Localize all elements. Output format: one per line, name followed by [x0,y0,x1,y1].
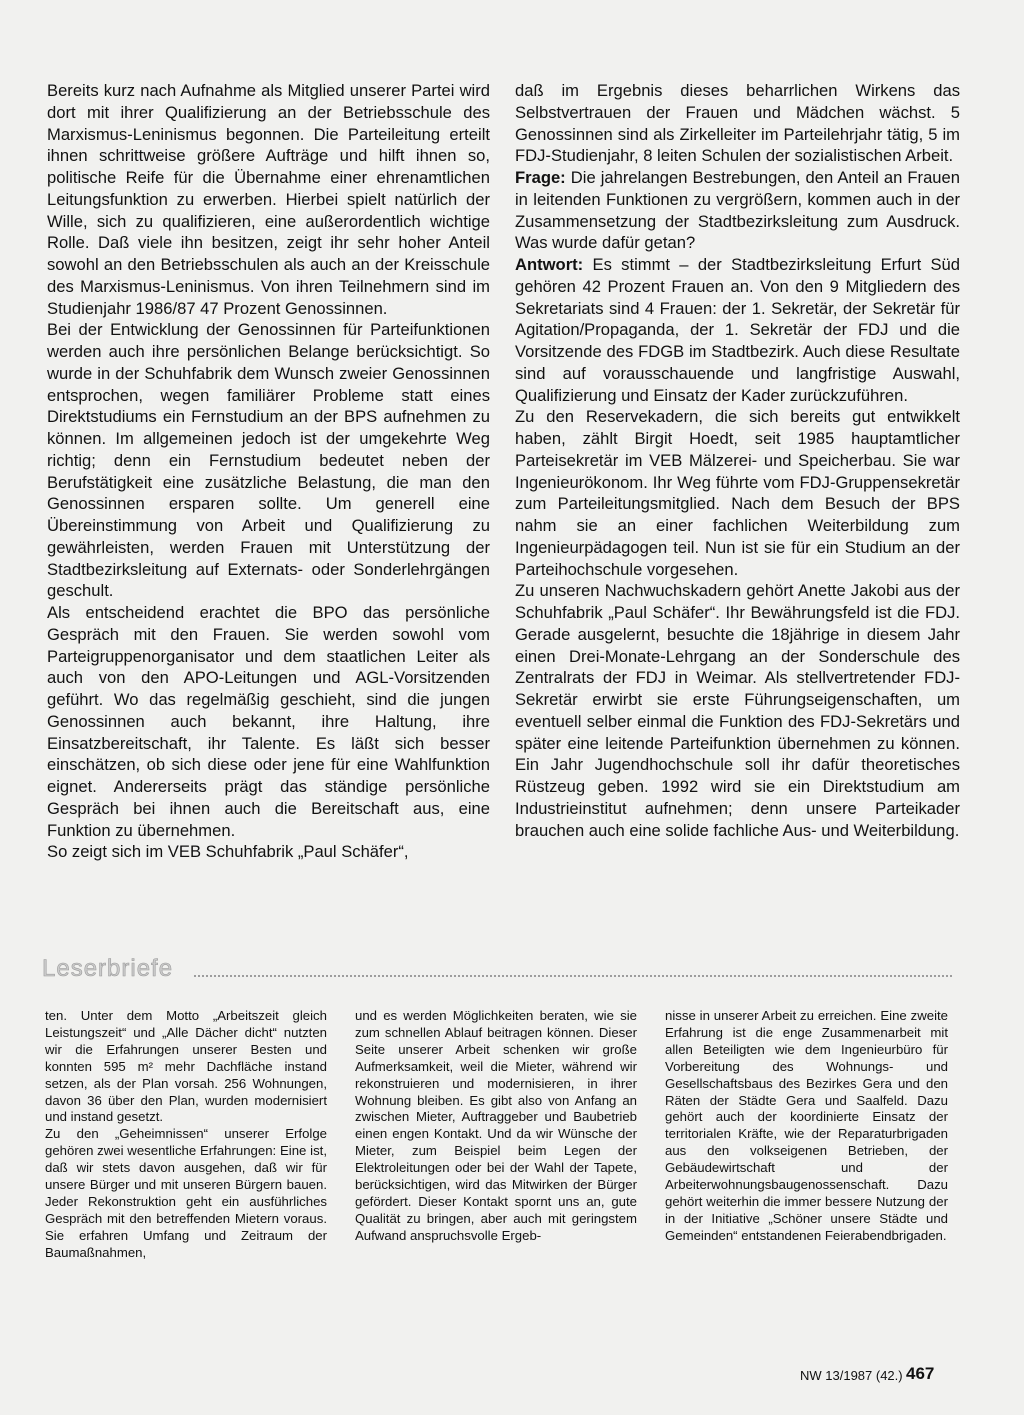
letters-column-1 [45,1008,327,1262]
question-text: Die jahrelangen Bestrebungen, den Anteil an Frauen in leitenden Funktionen zu vergrößern, kommen auch in der Zusammensetzung der Stadtbezirksleitung zum Ausdruck. Was wurde dafür getan? [515,168,960,253]
letter-paragraph: und es werden Möglichkeiten beraten, wie sie zum schnellen Ablauf beitragen können. Dieser Seite unserer Arbeit schenken wir große Aufmerksamkeit, weil die Mieter, während wir rekonstruieren und modernisieren, in ihrer Wohnung bleiben. Es gibt also von Anfang an zwischen Mieter, Auftraggeber und Baubetrieb einen engen Kontakt. Und da wir Wünsche der Mieter, zum Beispiel beim Legen der Elektroleitungen oder bei der Wahl der Tapete, berücksichtigen, wird das Mitwirken der Bürger gefördert. Dieser Kontakt spornt uns an, gute Qualität zu bringen, aber auch mit geringstem Aufwand anspruchsvolle Ergeb- [355,1008,637,1243]
question-label: Frage: [515,168,566,187]
issue-reference: NW 13/1987 (42.) [800,1368,903,1383]
article-left-column [47,80,490,863]
answer-text: Es stimmt – der Stadtbezirksleitung Erfurt Süd gehören 42 Prozent Frauen an. Von den 9 Mitgliedern des Sekretariats sind 4 Frauen: der 1. Sekretär, der Sekretär für Agitation/Propaganda, der 1. Sekretär der FDJ und die Vorsitzende des FDGB im Stadtbezirk. Auch diese Resultate sind auf vorausschauende und langfristige Auswahl, Qualifizierung und Einsatz der Kader zurückzuführen. [515,255,960,405]
article-paragraph: daß im Ergebnis dieses beharrlichen Wirkens das Selbstvertrauen der Frauen und Mädchen wächst. 5 Genossinnen sind als Zirkelleiter im Parteilehrjahr tätig, 5 im FDJ-Studienjahr, 8 leiten Schulen der sozialistischen Arbeit. [515,81,960,166]
letters-section-header [42,955,952,987]
interview-answer [515,254,960,406]
page-number: 467 [906,1364,935,1383]
interview-question [515,167,960,254]
letter-paragraph: Zu den „Geheimnissen“ unserer Erfolge gehören zwei wesentliche Erfahrungen: Eine ist, daß wir stets davon ausgehen, daß wir für unsere Bürger und mit unseren Bürgern bauen. Jeder Rekonstruktion geht ein ausführliches Gespräch mit den betreffenden Mietern voraus. Sie erfahren Umfang und Zeitraum der Baumaßnahmen, [45,1126,327,1260]
article-paragraph: So zeigt sich im VEB Schuhfabrik „Paul Schäfer“, [47,842,409,862]
letter-paragraph: nisse in unserer Arbeit zu erreichen. Eine zweite Erfahrung ist die enge Zusammenarbeit mit allen Beteiligten wie dem Ingenieurbüro für Vorbereitung des Wohnungs- und Gesellschaftsbaus des Bezirkes Gera und den Räten der Städte Gera und Saalfeld. Dazu gehört auch der koordinierte Einsatz der territorialen Kräfte, wie der Reparaturbrigaden aus den volkseigenen Betrieben, der Gebäudewirtschaft und der Arbeiterwohnungsbaugenossenschaft. Dazu gehört weiterhin die immer bessere Nutzung der in der Initiative „Schöner unsere Städte und Gemeinden“ entstandenen Feierabendbrigaden. [665,1008,948,1243]
section-title: Leserbriefe [42,955,174,982]
article-paragraph: Als entscheidend erachtet die BPO das persönliche Gespräch mit den Frauen. Sie werden sowohl vom Parteigruppenorganisator und dem staatlichen Leiter als auch von den APO-Leitungen und AGL-Vorsitzenden geführt. Wo das regelmäßig geschieht, sind die jungen Genossinnen auch bekannt, ihre Haltung, ihre Einsatzbereitschaft, ihr Talente. Es läßt sich besser einschätzen, ob sich diese oder jene für eine Wahlfunktion eignet. Andererseits prägt das ständige persönliche Gespräch bei ihnen auch die Bereitschaft aus, eine Funktion zu übernehmen. [47,603,490,840]
letters-column-2 [355,1008,637,1245]
section-divider [194,975,952,977]
letter-paragraph: ten. Unter dem Motto „Arbeitszeit gleich Leistungszeit“ und „Alle Dächer dicht“ nutzten wir die Erfahrungen unserer Besten und konnten 595 m² mehr Dachfläche instand setzen, als der Plan vorsah. 256 Wohnungen, davon 36 über den Plan, wurden modernisiert und instand gesetzt. [45,1008,327,1125]
article-paragraph: Zu den Reservekadern, die sich bereits gut entwikkelt haben, zählt Birgit Hoedt, seit 1985 hauptamtlicher Parteisekretär im VEB Mälzerei- und Speicherbau. Sie war Ingenieurökonom. Ihr Weg führte vom FDJ-Gruppensekretär zum Parteileitungsmitglied. Nach dem Besuch der BPS nahm sie an einer fachlichen Weiterbildung zum Ingenieurpädagogen teil. Nun ist sie für ein Studium an der Parteihochschule vorgesehen. [515,407,960,579]
article-paragraph: Bei der Entwicklung der Genossinnen für Parteifunktionen werden auch ihre persönlichen Belange berücksichtigt. So wurde in der Schuhfabrik dem Wunsch zweier Genossinnen entsprochen, wegen familiärer Probleme statt eines Direktstudiums ein Fernstudium an der BPS aufnehmen zu können. Im allgemeinen jedoch ist der umgekehrte Weg richtig; denn ein Fernstudium bedeutet neben der Berufstätigkeit eine zusätzliche Belastung, die man den Genossinnen ersparen sollte. Um generell eine Übereinstimmung von Arbeit und Qualifizierung zu gewährleisten, werden Frauen mit Unterstützung der Stadtbezirksleitung auf Externats- oder Sonderlehrgängen geschult. [47,320,490,601]
article-paragraph: Bereits kurz nach Aufnahme als Mitglied unserer Partei wird dort mit ihrer Qualifizierung an der Betriebsschule des Marxismus-Leninismus begonnen. Die Parteileitung erteilt ihnen schrittweise größere Aufträge und hilft ihnen so, politische Reife für die Übernahme einer ehrenamtlichen Leitungsfunktion zu erwerben. Hierbei spielt natürlich der Wille, sich zu qualifizieren, eine außerordentlich wichtige Rolle. Daß viele ihn besitzen, zeigt ihr sehr hoher Anteil sowohl an den Betriebsschulen als auch an der Kreisschule des Marxismus-Leninismus. Von ihren Teilnehmern sind im Studienjahr 1986/87 47 Prozent Genossinnen. [47,81,490,318]
answer-label: Antwort: [515,255,584,274]
letters-column-3 [665,1008,948,1245]
article-paragraph: Zu unseren Nachwuchskadern gehört Anette Jakobi aus der Schuhfabrik „Paul Schäfer“. Ihr Bewährungsfeld ist die FDJ. Gerade ausgelernt, besuchte die 18jährige in diesem Jahr einen Drei-Monate-Lehrgang an der Sonderschule des Zentralrats der FDJ in Weimar. Als stellvertretender FDJ-Sekretär erwirbt sie erste Führungseigenschaften, um eventuell selber einmal die Funktion des FDJ-Sekretärs und später eine leitende Parteifunktion übernehmen zu können. Ein Jahr Jugendhochschule soll ihr dafür theoretisches Rüstzeug geben. 1992 wird sie ein Direktstudium am Industrieinstitut aufnehmen; denn unsere Parteikader brauchen auch eine solide fachliche Aus- und Weiterbildung. [515,581,960,840]
article-right-column [515,80,960,841]
